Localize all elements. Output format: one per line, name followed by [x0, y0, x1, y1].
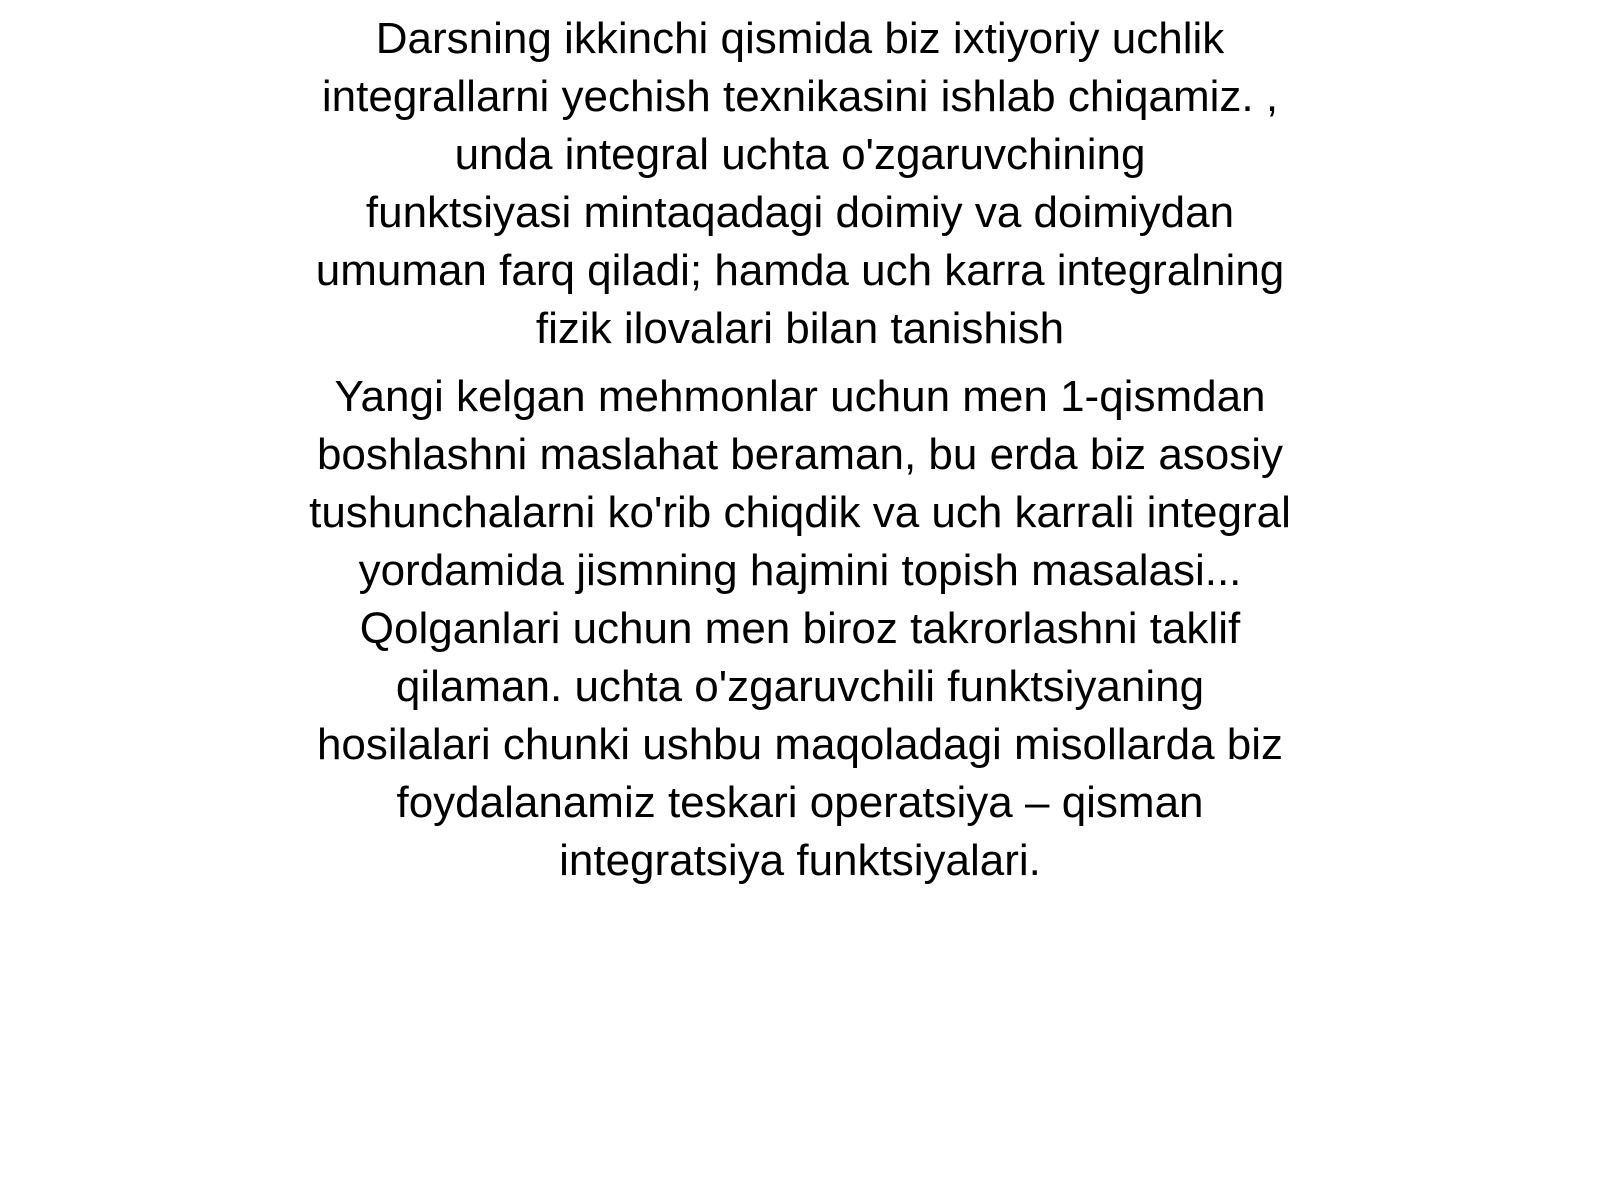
text-line: yordamida jismning hajmini topish masalasi...	[358, 546, 1242, 595]
text-line: funktsiyasi mintaqadagi doimiy va doimiydan	[365, 188, 1235, 237]
text-line: integratsiya funktsiyalari.	[559, 836, 1041, 885]
text-line: Darsning ikkinchi qismida biz ixtiyoriy uchlik	[375, 14, 1225, 63]
text-line: tushunchalarni ko'rib chiqdik va uch karrali integral	[309, 488, 1291, 537]
text-line: integrallarni yechish texnikasini ishlab chiqamiz. ,	[321, 72, 1279, 121]
text-line: Yangi kelgan mehmonlar uchun men 1-qismdan	[334, 372, 1266, 421]
text-line: qilaman. uchta o'zgaruvchili funktsiyaning	[395, 662, 1205, 711]
text-line: fizik ilovalari bilan tanishish	[535, 304, 1065, 353]
text-line: umuman farq qiladi; hamda uch karra integralning	[315, 246, 1285, 295]
paragraph-1	[245, 10, 1355, 358]
text-line: boshlashni maslahat beraman, bu erda biz asosiy	[316, 430, 1284, 479]
text-line: foydalanamiz teskari operatsiya – qisman	[396, 778, 1204, 827]
text-line: Qolganlari uchun men biroz takrorlashni taklif	[359, 604, 1241, 653]
paragraph-2	[245, 368, 1355, 890]
text-line: hosilalari chunki ushbu maqoladagi misollarda biz	[316, 720, 1284, 769]
text-body	[245, 10, 1355, 890]
text-line: unda integral uchta o'zgaruvchining	[454, 130, 1146, 179]
